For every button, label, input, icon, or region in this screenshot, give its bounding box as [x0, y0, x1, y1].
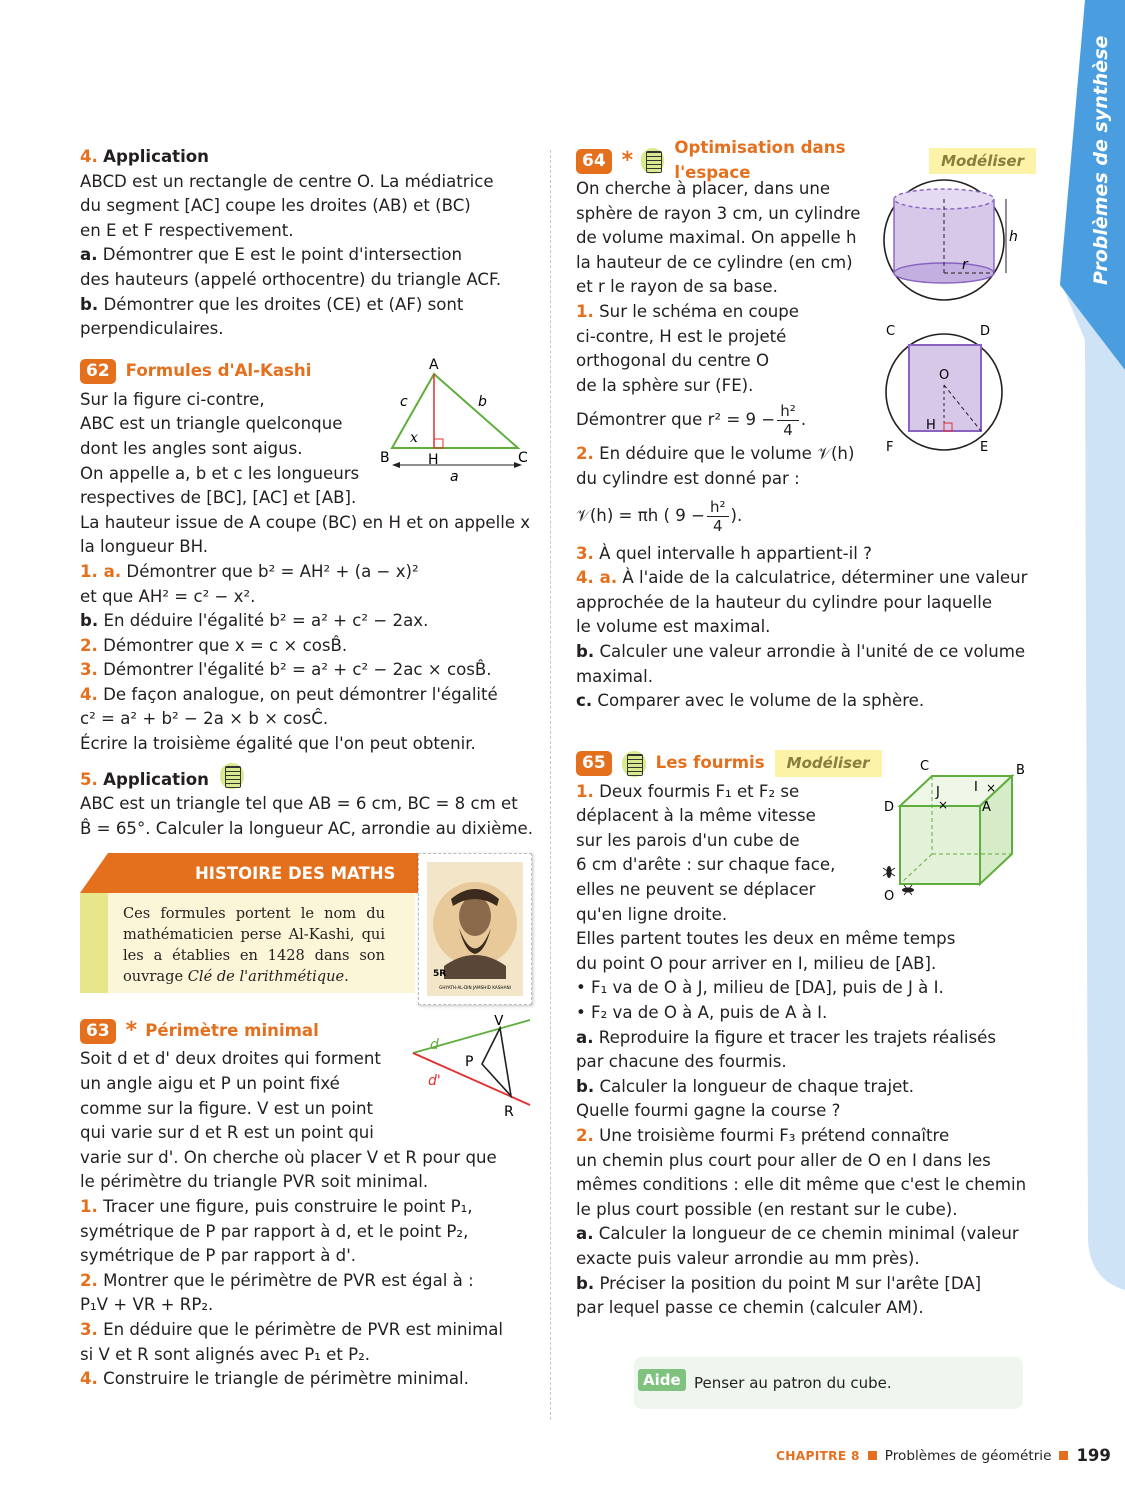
ex63-q4: 4. Construire le triangle de périmètre minimal.	[80, 1369, 469, 1389]
fig-label: D	[884, 799, 895, 815]
aide-tag: Aide	[638, 1369, 686, 1391]
fig-label: A	[982, 799, 991, 815]
text-line: comme sur la figure. V est un point	[80, 1098, 374, 1118]
ex63-number: 63	[80, 1019, 116, 1044]
calculator-icon	[622, 751, 646, 777]
text-line: la hauteur de ce cylindre (en cm)	[576, 252, 853, 272]
text-line: Quelle fourmi gagne la course ?	[576, 1101, 841, 1121]
text-line: le volume est maximal.	[576, 617, 771, 637]
aide-text: Penser au patron du cube.	[694, 1374, 892, 1392]
text-line: 6 cm d'arête : sur chaque face,	[576, 855, 836, 875]
text-line: déplacent à la même vitesse	[576, 806, 816, 826]
ex64-header	[576, 138, 1036, 182]
ex64-q2: 2. En déduire que le volume 𝒱(h)	[576, 444, 855, 464]
fig-label: F	[886, 440, 894, 455]
text-line: du point O pour arriver en I, milieu de [AB].	[576, 953, 937, 973]
text-line: • F₁ va de O à J, milieu de [DA], puis de J à I.	[576, 978, 944, 998]
ex61-title: 4. Application	[80, 147, 209, 166]
ex65-number: 65	[576, 751, 612, 776]
calculator-icon	[641, 148, 664, 174]
ex62-q3: 3. Démontrer l'égalité b² = a² + c² − 2ac × cosB̂.	[80, 660, 492, 680]
text-line: du cylindre est donné par :	[576, 468, 800, 488]
fig-label: J	[936, 784, 940, 800]
ex64-q4c: c. Comparer avec le volume de la sphère.	[576, 691, 925, 711]
fig-label: I	[974, 779, 978, 795]
ex64-q3: 3. À quel intervalle h appartient-il ?	[576, 543, 872, 563]
text-line: ABC est un triangle tel que AB = 6 cm, BC = 8 cm et	[80, 794, 518, 814]
text-line: un angle aigu et P un point fixé	[80, 1074, 340, 1094]
footer-square-icon	[868, 1451, 877, 1460]
text-line: P₁V + VR + RP₂.	[80, 1295, 214, 1315]
text-line: le périmètre du triangle PVR soit minimal.	[80, 1172, 429, 1192]
text-line: On appelle a, b et c les longueurs	[80, 463, 360, 483]
text-line: Soit d et d' deux droites qui forment	[80, 1049, 381, 1069]
star-icon: *	[125, 1018, 138, 1044]
right-column	[576, 138, 1036, 1321]
ex63-q3: 3. En déduire que le périmètre de PVR est minimal	[80, 1319, 504, 1339]
ex62-q4: 4. De façon analogue, on peut démontrer l'égalité	[80, 684, 498, 704]
text-line: qu'en ligne droite.	[576, 904, 728, 924]
text-line: le plus court possible (en restant sur le cube).	[576, 1199, 958, 1219]
fig-label: D	[980, 325, 991, 339]
text-line: On cherche à placer, dans une	[576, 179, 831, 198]
calculator-icon	[220, 763, 244, 789]
fig-label: r	[962, 257, 968, 273]
text-line: ABC est un triangle quelconque	[80, 414, 343, 434]
ex63-q1: 1. Tracer une figure, puis construire le point P₁,	[80, 1197, 473, 1216]
mark-icon: ×	[986, 780, 997, 795]
ex62-q1b: b. En déduire l'égalité b² = a² + c² − 2ax.	[80, 611, 429, 631]
text-line: de la sphère sur (FE).	[576, 375, 754, 395]
fig-label: d	[430, 1037, 439, 1054]
sidebar-tab	[1060, 0, 1125, 1290]
fig-label: A	[429, 356, 439, 373]
ex61-b: b. Démontrer que les droites (CE) et (AF) sont	[80, 294, 464, 314]
histoire-text: Ces formules portent le nom du mathématicien perse Al-Kashi, qui les a établies en 1428 dans son ouvrage Clé de l'arithmétique.	[123, 905, 385, 986]
footer-square-icon	[1059, 1451, 1068, 1460]
text-line: si V et R sont alignés avec P₁ et P₂.	[80, 1344, 371, 1364]
text-line: elles ne peuvent se déplacer	[576, 880, 816, 900]
sidebar-label: Problèmes de synthèse	[1090, 35, 1112, 285]
text-line: par lequel passe ce chemin (calculer AM).	[576, 1298, 924, 1318]
fig-label: c	[400, 393, 408, 410]
fig-label: O	[939, 368, 950, 383]
ex62-q1a: 1. a. Démontrer que b² = AH² + (a − x)²	[80, 561, 419, 581]
text-line: exacte puis valeur arrondie au mm près).	[576, 1248, 920, 1268]
ex62-title: Formules d'Al-Kashi	[125, 361, 312, 381]
fig-label: P	[465, 1054, 474, 1071]
text-line: un chemin plus court pour aller de O en I dans les	[576, 1150, 991, 1170]
ex65-title: Les fourmis	[655, 753, 765, 773]
mark-icon: ×	[938, 797, 949, 812]
modeliser-badge: Modéliser	[929, 148, 1036, 175]
text-line: • F₂ va de O à A, puis de A à I.	[576, 1003, 828, 1023]
fig-label: h	[1009, 229, 1018, 245]
modeliser-badge: Modéliser	[775, 750, 882, 777]
text-line: respectives de [BC], [AC] et [AB].	[80, 488, 357, 508]
fig-label: H	[428, 451, 439, 468]
page-footer	[776, 1446, 1111, 1465]
footer-chapter: CHAPITRE 8	[776, 1448, 860, 1463]
text-line: perpendiculaires.	[80, 319, 224, 339]
stamp-image	[418, 853, 532, 1005]
fig-label: C	[886, 325, 896, 339]
fig-label: V	[494, 1015, 504, 1030]
fig-label: B	[380, 449, 390, 466]
fig-label: O	[884, 888, 895, 904]
ex65-q1: 1. Deux fourmis F₁ et F₂ se	[576, 781, 800, 801]
ex62-number: 62	[80, 359, 116, 384]
ex61-a: a. Démontrer que E est le point d'intersection	[80, 245, 463, 265]
text-line: mêmes conditions : elle dit même que c'est le chemin	[576, 1175, 1027, 1195]
stamp-caption: GHYATH-AL-DIN JAMSHID KASHANI	[439, 985, 511, 991]
text-line: Sur la figure ci-contre,	[80, 389, 265, 409]
text-line: la longueur BH.	[80, 537, 209, 557]
text-line: et r le rayon de sa base.	[576, 277, 778, 297]
page-number: 199	[1076, 1446, 1111, 1465]
fig-label: R	[504, 1104, 514, 1121]
ex64-q1: 1. Sur le schéma en coupe	[576, 301, 800, 321]
fig-label: C	[518, 449, 528, 466]
text-line: maximal.	[576, 666, 653, 686]
ex65-q2: 2. Une troisième fourmi F₃ prétend connaître	[576, 1126, 950, 1145]
ex64-q4b: b. Calculer une valeur arrondie à l'unité de ce volume	[576, 641, 1026, 661]
histoire-bar	[80, 893, 108, 993]
ex65-qa: a. Reproduire la figure et tracer les trajets réalisés	[576, 1027, 996, 1047]
histoire-title: HISTOIRE DES MATHS	[195, 864, 396, 884]
histoire-box	[80, 853, 535, 1003]
text-line: ABCD est un rectangle de centre O. La médiatrice	[80, 171, 494, 191]
ex65-q2b: b. Préciser la position du point M sur l'arête [DA]	[576, 1273, 982, 1293]
text-line: sphère de rayon 3 cm, un cylindre	[576, 203, 861, 223]
cross-section-figure	[876, 325, 1026, 455]
text-line: dont les angles sont aigus.	[80, 438, 303, 458]
ex64-q1-formula: Démontrer que r² = 9 − $\frac{\text{h²}}{4}$ .	[576, 401, 807, 439]
fig-label: B	[1016, 762, 1025, 778]
stamp-value: 5R	[433, 969, 447, 980]
sphere-cylinder-figure	[876, 177, 1026, 307]
text-line: varie sur d'. On cherche où placer V et R pour que	[80, 1147, 497, 1167]
text-line: des hauteurs (appelé orthocentre) du triangle ACF.	[80, 269, 502, 289]
text-line: du segment [AC] coupe les droites (AB) et (BC)	[80, 196, 471, 216]
ex65-q2a: a. Calculer la longueur de ce chemin minimal (valeur	[576, 1224, 1019, 1244]
ex64-title: Optimisation dans l'espace	[674, 138, 846, 182]
text-line: et que AH² = c² − x².	[80, 586, 256, 606]
column-separator	[550, 150, 551, 1420]
triangle-figure	[378, 356, 528, 491]
aide-box	[634, 1357, 1023, 1409]
text-line: symétrique de P par rapport à d, et le point P₂,	[80, 1221, 469, 1241]
left-column	[80, 145, 535, 1392]
fig-label: b	[478, 393, 487, 410]
ex62-q2: 2. Démontrer que x = c × cosB̂.	[80, 635, 348, 655]
text-line: B̂ = 65°. Calculer la longueur AC, arrondie au dixième.	[80, 818, 533, 838]
fig-label: H	[926, 418, 936, 433]
fig-label: C	[920, 758, 930, 774]
cube-figure	[876, 754, 1036, 904]
lines-figure	[408, 1015, 538, 1125]
text-line: qui varie sur d et R est un point qui	[80, 1123, 374, 1143]
text-line: de volume maximal. On appelle h	[576, 228, 857, 248]
ex65-qb: b. Calculer la longueur de chaque trajet.	[576, 1076, 915, 1096]
ant-icon	[902, 885, 914, 895]
text-line: sur les parois d'un cube de	[576, 830, 800, 850]
fig-label: d'	[428, 1073, 441, 1090]
ex64-q2-formula: 𝒱(h) = πh ( 9 − $\frac{\text{h²}}{4}$ ).	[576, 498, 743, 536]
star-icon: *	[621, 148, 634, 173]
fig-label: x	[410, 429, 418, 446]
footer-title: Problèmes de géométrie	[884, 1447, 1052, 1464]
text-line: c² = a² + b² − 2a × b × cosĈ.	[80, 709, 329, 729]
ant-icon	[883, 866, 895, 878]
fig-label: E	[980, 440, 989, 455]
text-line: approchée de la hauteur du cylindre pour laquelle	[576, 592, 993, 612]
text-line: La hauteur issue de A coupe (BC) en H et on appelle x	[80, 512, 531, 532]
ex63-q2: 2. Montrer que le périmètre de PVR est égal à :	[80, 1270, 474, 1290]
text-line: orthogonal du centre O	[576, 351, 770, 371]
text-line: Elles partent toutes les deux en même temps	[576, 929, 956, 949]
text-line: en E et F respectivement.	[80, 220, 294, 240]
text-line: Écrire la troisième égalité que l'on peut obtenir.	[80, 734, 476, 754]
ex63-title: Périmètre minimal	[145, 1021, 319, 1041]
ex62-q5: 5. Application	[80, 763, 535, 793]
fig-label: a	[450, 468, 459, 485]
text-line: symétrique de P par rapport à d'.	[80, 1246, 357, 1266]
ex64-number: 64	[576, 149, 612, 174]
text-line: par chacune des fourmis.	[576, 1052, 787, 1072]
text-line: ci-contre, H est le projeté	[576, 326, 787, 346]
ex64-q4a: 4. a. À l'aide de la calculatrice, déterminer une valeur	[576, 568, 1028, 588]
